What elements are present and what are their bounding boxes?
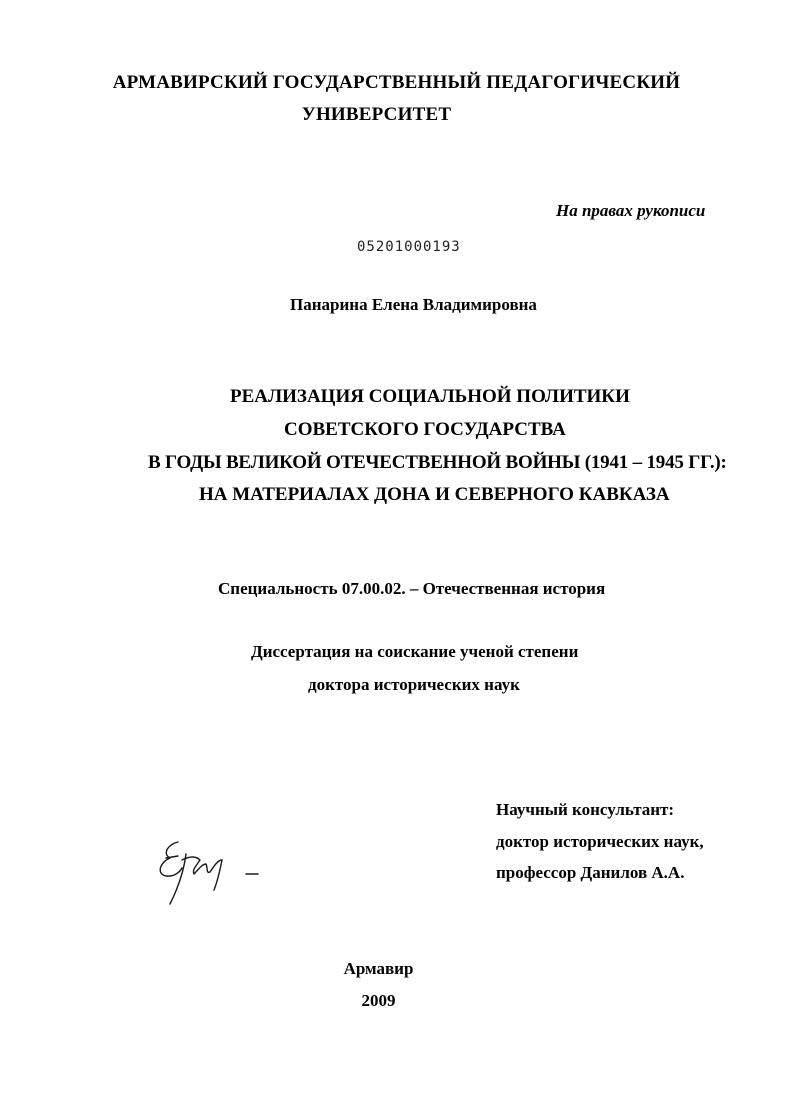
specialty: Специальность 07.00.02. – Отечественная история — [218, 579, 606, 598]
university-name-line1: АРМАВИРСКИЙ ГОСУДАРСТВЕННЫЙ ПЕДАГОГИЧЕСКИЙ — [112, 72, 681, 93]
catalog-number: 05201000193 — [357, 239, 461, 255]
dissertation-line1: Диссертация на соискание ученой степени — [251, 642, 579, 661]
dissertation-line2: доктора исторических наук — [308, 675, 520, 694]
consultant-heading: Научный консультант: — [496, 800, 675, 819]
title-line3: В ГОДЫ ВЕЛИКОЙ ОТЕЧЕСТВЕННОЙ ВОЙНЫ (1941 – 1945 ГГ.): — [148, 452, 727, 473]
title-line1: РЕАЛИЗАЦИЯ СОЦИАЛЬНОЙ ПОЛИТИКИ — [230, 386, 630, 407]
author-name: Панарина Елена Владимировна — [290, 295, 537, 314]
year: 2009 — [361, 991, 396, 1010]
consultant-degree: доктор исторических наук, — [496, 832, 704, 851]
city: Армавир — [343, 959, 414, 978]
university-name-line2: УНИВЕРСИТЕТ — [301, 104, 452, 125]
title-line2: СОВЕТСКОГО ГОСУДАРСТВА — [284, 419, 566, 440]
title-line4: НА МАТЕРИАЛАХ ДОНА И СЕВЕРНОГО КАВКАЗА — [199, 484, 670, 505]
handwritten-signature-icon — [148, 830, 268, 910]
consultant-name: профессор Данилов А.А. — [496, 863, 685, 882]
manuscript-note: На правах рукописи — [556, 201, 706, 220]
